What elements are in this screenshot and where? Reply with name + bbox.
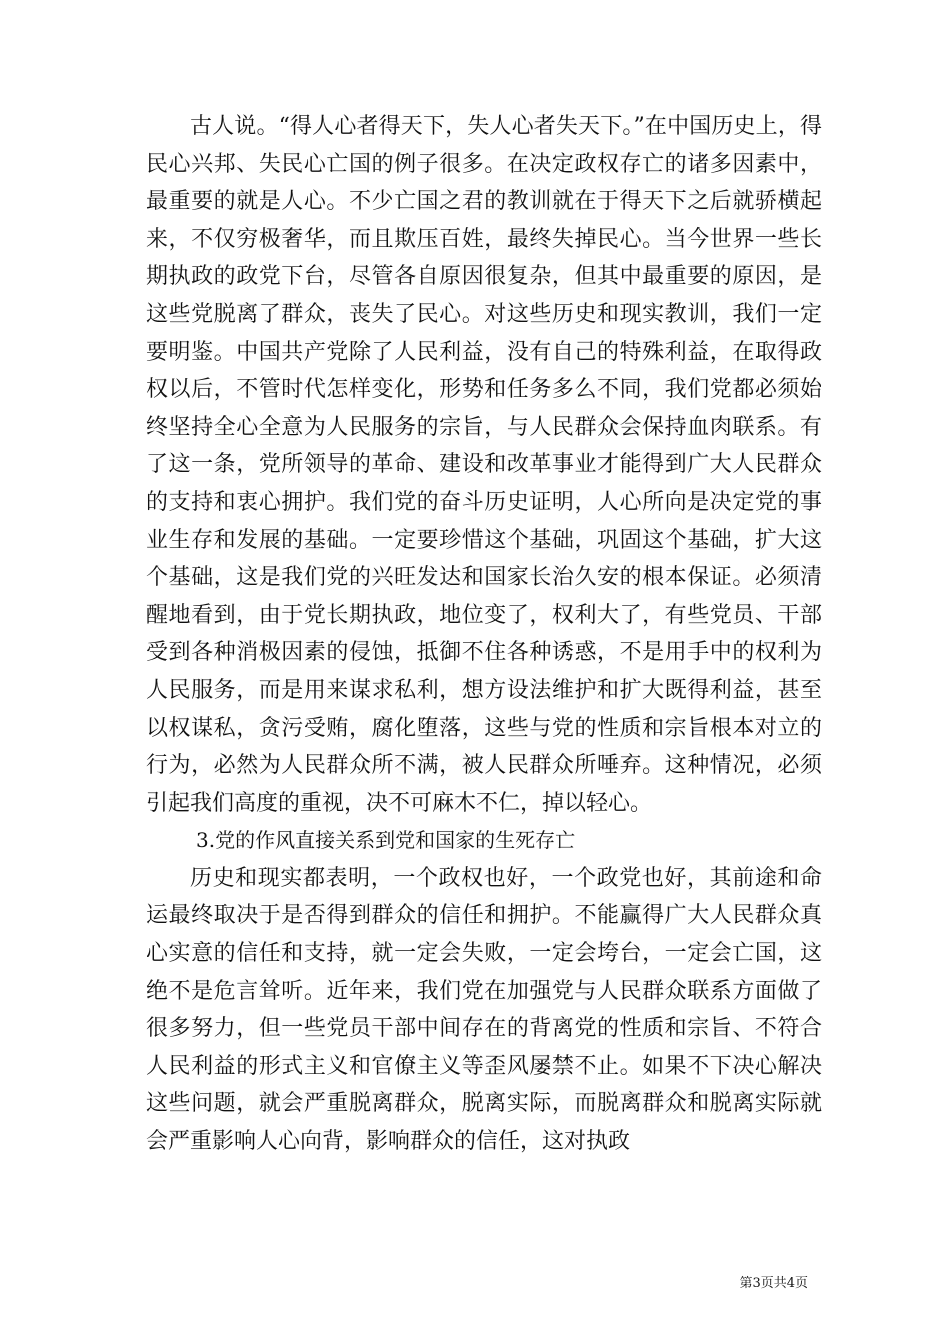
body-paragraph: 古人说。“得人心者得天下，失人心者失天下。”在中国历史上，得民心兴邦、失民心亡国的例子很多。在决定政权存亡的诸多因素中，最重要的就是人心。不少亡国之君的教训就在于得天下之后就骄横起来，不仅穷极奢华，而且欺压百姓，最终失掉民心。当今世界一些长期执政的政党下台，尽管各自原因很复杂，但其中最重要的原因，是这些党脱离了群众，丧失了民心。对这些历史和现实教训，我们一定要明鉴。中国共产党除了人民利益，没有自己的特殊利益，在取得政权以后，不管时代怎样变化，形势和任务多么不同，我们党都必须始终坚持全心全意为人民服务的宗旨，与人民群众会保持血肉联系。有了这一条，党所领导的革命、建设和改革事业才能得到广大人民群众的支持和衷心拥护。我们党的奋斗历史证明，人心所向是决定党的事业生存和发展的基础。一定要珍惜这个基础，巩固这个基础，扩大这个基础，这是我们党的兴旺发达和国家长治久安的根本保证。必须清醒地看到，由于党长期执政，地位变了，权利大了，有些党员、干部受到各种消极因素的侵蚀，抵御不住各种诱惑，不是用手中的权利为人民服务，而是用来谋求私利，想方设法维护和扩大既得利益，甚至以权谋私，贪污受贿，腐化堕落，这些与党的性质和宗旨根本对立的行为，必然为人民群众所不满，被人民群众所唾弃。这种情况，必须引起我们高度的重视，决不可麻木不仁，掉以轻心。 [146,114,822,816]
body-paragraph: 历史和现实都表明，一个政权也好，一个政党也好，其前途和命运最终取决于是否得到群众的信任和拥护。不能赢得广大人民群众真心实意的信任和支持，就一定会失败，一定会垮台，一定会亡国，这绝不是危言耸听。近年来，我们党在加强党与人民群众联系方面做了很多努力，但一些党员干部中间存在的背离党的性质和宗旨、不符合人民利益的形式主义和官僚主义等歪风屡禁不止。如果不下决心解决这些问题，就会严重脱离群众，脱离实际，而脱离群众和脱离实际就会严重影响人心向背，影响群众的信任，这对执政 [146,865,822,1155]
section-heading: 3.党的作风直接关系到党和国家的生死存亡 [196,828,576,853]
document-body [146,108,822,1161]
page-number: 第3页共4页 [739,1276,808,1291]
